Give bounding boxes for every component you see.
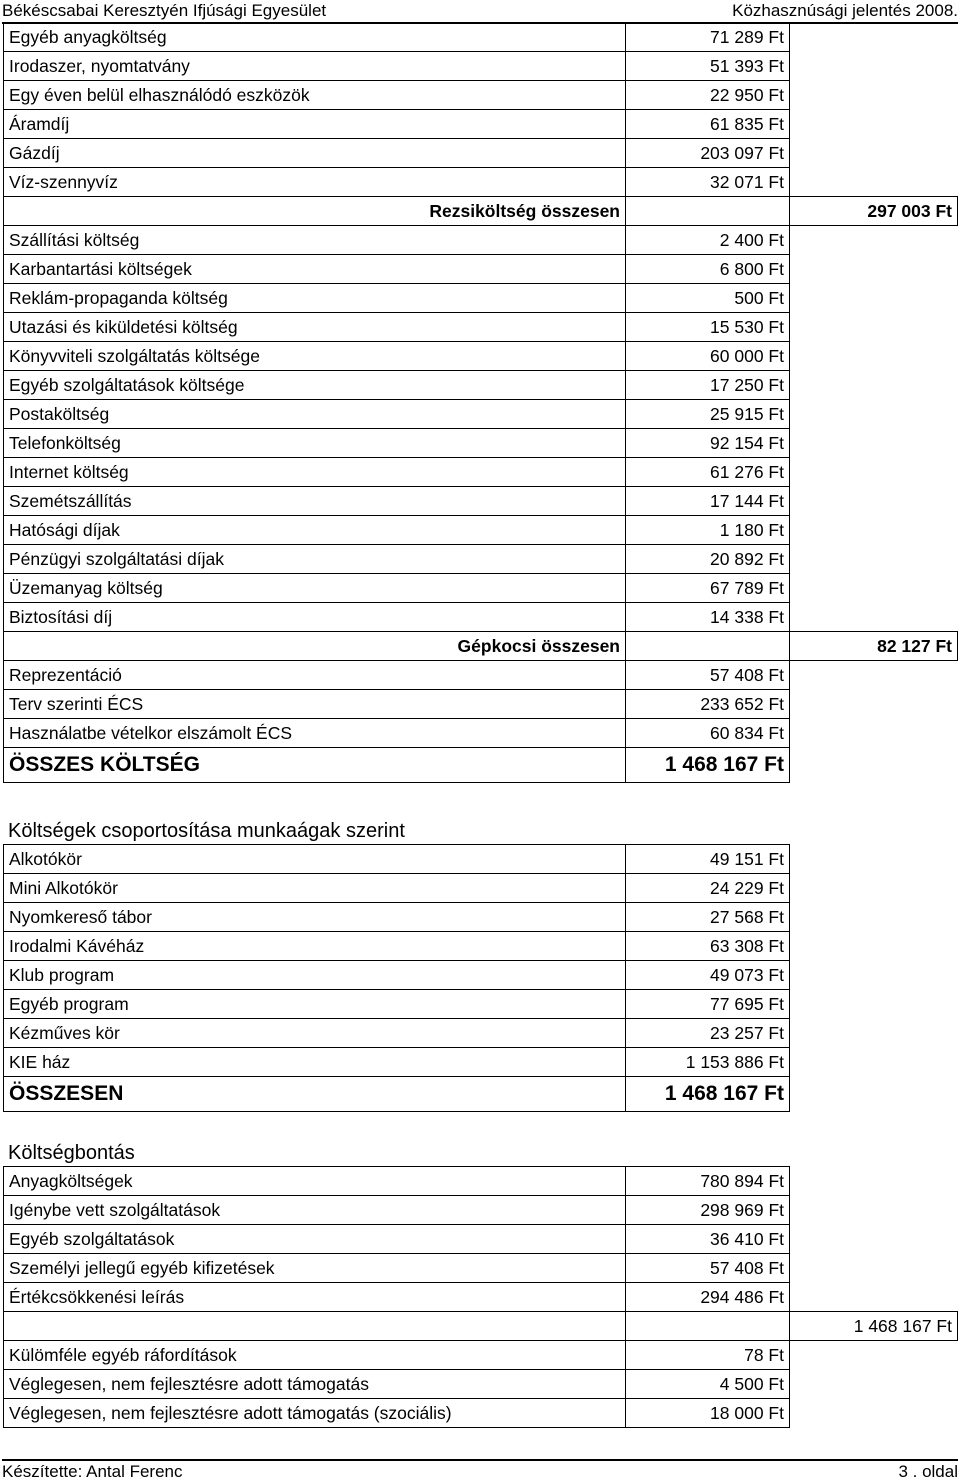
row-label: Hatósági díjak bbox=[4, 516, 626, 545]
table-row bbox=[4, 719, 958, 748]
subtotal-label: Gépkocsi összesen bbox=[4, 632, 626, 661]
row-amount: 32 071 Ft bbox=[626, 168, 790, 197]
table-row bbox=[4, 342, 958, 371]
row-label: Egy éven belül elhasználódó eszközök bbox=[4, 81, 626, 110]
row-label: Szállítási költség bbox=[4, 226, 626, 255]
row-amount: 71 289 Ft bbox=[626, 23, 790, 52]
row-amount: 49 073 Ft bbox=[626, 961, 790, 990]
table-row bbox=[4, 603, 958, 632]
row-amount: 4 500 Ft bbox=[626, 1370, 790, 1399]
row-amount: 57 408 Ft bbox=[626, 1254, 790, 1283]
row-amount: 233 652 Ft bbox=[626, 690, 790, 719]
branches-total-row bbox=[4, 1077, 790, 1112]
table-row bbox=[4, 255, 958, 284]
row-amount: 6 800 Ft bbox=[626, 255, 790, 284]
row-amount: 20 892 Ft bbox=[626, 545, 790, 574]
row-label: Utazási és kiküldetési költség bbox=[4, 313, 626, 342]
branches-title: Költségek csoportosítása munkaágak szerint bbox=[8, 820, 405, 842]
cost-table bbox=[3, 22, 958, 783]
row-label: Használatbe vételkor elszámolt ÉCS bbox=[4, 719, 626, 748]
row-amount: 67 789 Ft bbox=[626, 574, 790, 603]
row-amount: 23 257 Ft bbox=[626, 1019, 790, 1048]
row-amount: 17 144 Ft bbox=[626, 487, 790, 516]
row-amount: 36 410 Ft bbox=[626, 1225, 790, 1254]
row-amount: 22 950 Ft bbox=[626, 81, 790, 110]
grand-total-amount: 1 468 167 Ft bbox=[626, 748, 790, 783]
row-amount: 1 153 886 Ft bbox=[626, 1048, 790, 1077]
row-label: Könyvviteli szolgáltatás költsége bbox=[4, 342, 626, 371]
row-label: Pénzügyi szolgáltatási díjak bbox=[4, 545, 626, 574]
table-row bbox=[4, 1341, 958, 1370]
table-row bbox=[4, 371, 958, 400]
row-label: KIE ház bbox=[4, 1048, 626, 1077]
table-row bbox=[4, 458, 958, 487]
row-amount: 298 969 Ft bbox=[626, 1196, 790, 1225]
row-label: Alkotókör bbox=[4, 845, 626, 874]
row-amount: 17 250 Ft bbox=[626, 371, 790, 400]
table-row bbox=[4, 168, 958, 197]
row-amount: 2 400 Ft bbox=[626, 226, 790, 255]
page-header bbox=[2, 0, 958, 24]
branches-total-amount: 1 468 167 Ft bbox=[626, 1077, 790, 1112]
row-label: Áramdíj bbox=[4, 110, 626, 139]
row-label: Postaköltség bbox=[4, 400, 626, 429]
row-amount: 1 180 Ft bbox=[626, 516, 790, 545]
row-amount: 27 568 Ft bbox=[626, 903, 790, 932]
breakdown-table bbox=[3, 1166, 958, 1428]
table-row bbox=[4, 1167, 958, 1196]
subtotal-row bbox=[4, 197, 958, 226]
row-amount: 14 338 Ft bbox=[626, 603, 790, 632]
row-label: Egyéb szolgáltatások költsége bbox=[4, 371, 626, 400]
page-number: 3 . oldal bbox=[898, 1462, 958, 1481]
row-label: Víz-szennyvíz bbox=[4, 168, 626, 197]
row-label: Értékcsökkenési leírás bbox=[4, 1283, 626, 1312]
row-amount: 500 Ft bbox=[626, 284, 790, 313]
breakdown-title: Költségbontás bbox=[8, 1142, 135, 1164]
table-row bbox=[4, 139, 958, 168]
row-label: Szemétszállítás bbox=[4, 487, 626, 516]
row-label: Nyomkereső tábor bbox=[4, 903, 626, 932]
subtotal-amount: 82 127 Ft bbox=[790, 632, 958, 661]
table-row bbox=[4, 313, 958, 342]
row-label: Irodalmi Kávéház bbox=[4, 932, 626, 961]
table-row bbox=[4, 874, 790, 903]
row-label: Klub program bbox=[4, 961, 626, 990]
table-row bbox=[4, 1399, 958, 1428]
grand-total-label: ÖSSZES KÖLTSÉG bbox=[4, 748, 626, 783]
table-row bbox=[4, 1048, 790, 1077]
row-label: Személyi jellegű egyéb kifizetések bbox=[4, 1254, 626, 1283]
breakdown-total-amount: 1 468 167 Ft bbox=[790, 1312, 958, 1341]
row-amount: 63 308 Ft bbox=[626, 932, 790, 961]
author: Készítette: Antal Ferenc bbox=[2, 1462, 183, 1481]
row-label: Irodaszer, nyomtatvány bbox=[4, 52, 626, 81]
report-title: Közhasznúsági jelentés 2008. bbox=[732, 1, 958, 20]
row-amount: 92 154 Ft bbox=[626, 429, 790, 458]
table-row bbox=[4, 52, 958, 81]
row-label: Karbantartási költségek bbox=[4, 255, 626, 284]
table-row bbox=[4, 932, 790, 961]
row-amount: 15 530 Ft bbox=[626, 313, 790, 342]
table-row bbox=[4, 1283, 958, 1312]
row-amount: 78 Ft bbox=[626, 1341, 790, 1370]
table-row bbox=[4, 545, 958, 574]
table-row bbox=[4, 903, 790, 932]
table-row bbox=[4, 487, 958, 516]
table-row bbox=[4, 1254, 958, 1283]
subtotal-amount: 297 003 Ft bbox=[790, 197, 958, 226]
row-label: Reklám-propaganda költség bbox=[4, 284, 626, 313]
table-row bbox=[4, 661, 958, 690]
row-label: Véglegesen, nem fejlesztésre adott támogatás bbox=[4, 1370, 626, 1399]
row-amount: 61 835 Ft bbox=[626, 110, 790, 139]
table-row bbox=[4, 1225, 958, 1254]
subtotal-label: Rezsiköltség összesen bbox=[4, 197, 626, 226]
row-label: Gázdíj bbox=[4, 139, 626, 168]
organization-name: Békéscsabai Keresztyén Ifjúsági Egyesület bbox=[2, 1, 327, 20]
table-row bbox=[4, 845, 790, 874]
row-label: Üzemanyag költség bbox=[4, 574, 626, 603]
table-row bbox=[4, 1370, 958, 1399]
row-label: Egyéb szolgáltatások bbox=[4, 1225, 626, 1254]
row-label: Reprezentáció bbox=[4, 661, 626, 690]
row-amount: 57 408 Ft bbox=[626, 661, 790, 690]
table-row bbox=[4, 284, 958, 313]
row-label: Internet költség bbox=[4, 458, 626, 487]
row-amount: 49 151 Ft bbox=[626, 845, 790, 874]
table-row bbox=[4, 961, 790, 990]
row-label: Külömféle egyéb ráfordítások bbox=[4, 1341, 626, 1370]
table-row bbox=[4, 81, 958, 110]
table-row bbox=[4, 23, 958, 52]
row-label: Egyéb program bbox=[4, 990, 626, 1019]
row-label: Kézműves kör bbox=[4, 1019, 626, 1048]
row-label: Mini Alkotókör bbox=[4, 874, 626, 903]
table-row bbox=[4, 574, 958, 603]
table-row bbox=[4, 1196, 958, 1225]
table-row bbox=[4, 429, 958, 458]
row-amount: 77 695 Ft bbox=[626, 990, 790, 1019]
row-label: Telefonköltség bbox=[4, 429, 626, 458]
breakdown-total-row bbox=[4, 1312, 958, 1341]
row-label: Biztosítási díj bbox=[4, 603, 626, 632]
row-amount: 203 097 Ft bbox=[626, 139, 790, 168]
page-footer bbox=[2, 1459, 958, 1483]
row-label: Terv szerinti ÉCS bbox=[4, 690, 626, 719]
row-label: Véglegesen, nem fejlesztésre adott támogatás (szociális) bbox=[4, 1399, 626, 1428]
row-label: Egyéb anyagköltség bbox=[4, 23, 626, 52]
subtotal-row bbox=[4, 632, 958, 661]
table-row bbox=[4, 690, 958, 719]
row-amount: 24 229 Ft bbox=[626, 874, 790, 903]
row-label: Anyagköltségek bbox=[4, 1167, 626, 1196]
row-amount: 51 393 Ft bbox=[626, 52, 790, 81]
table-row bbox=[4, 400, 958, 429]
row-amount: 294 486 Ft bbox=[626, 1283, 790, 1312]
row-amount: 60 000 Ft bbox=[626, 342, 790, 371]
row-amount: 60 834 Ft bbox=[626, 719, 790, 748]
table-row bbox=[4, 226, 958, 255]
table-row bbox=[4, 990, 790, 1019]
table-row bbox=[4, 110, 958, 139]
grand-total-row bbox=[4, 748, 958, 783]
row-amount: 18 000 Ft bbox=[626, 1399, 790, 1428]
table-row bbox=[4, 1019, 790, 1048]
row-amount: 25 915 Ft bbox=[626, 400, 790, 429]
branches-table bbox=[3, 844, 790, 1112]
branches-total-label: ÖSSZESEN bbox=[4, 1077, 626, 1112]
row-amount: 780 894 Ft bbox=[626, 1167, 790, 1196]
row-amount: 61 276 Ft bbox=[626, 458, 790, 487]
row-label: Igénybe vett szolgáltatások bbox=[4, 1196, 626, 1225]
table-row bbox=[4, 516, 958, 545]
